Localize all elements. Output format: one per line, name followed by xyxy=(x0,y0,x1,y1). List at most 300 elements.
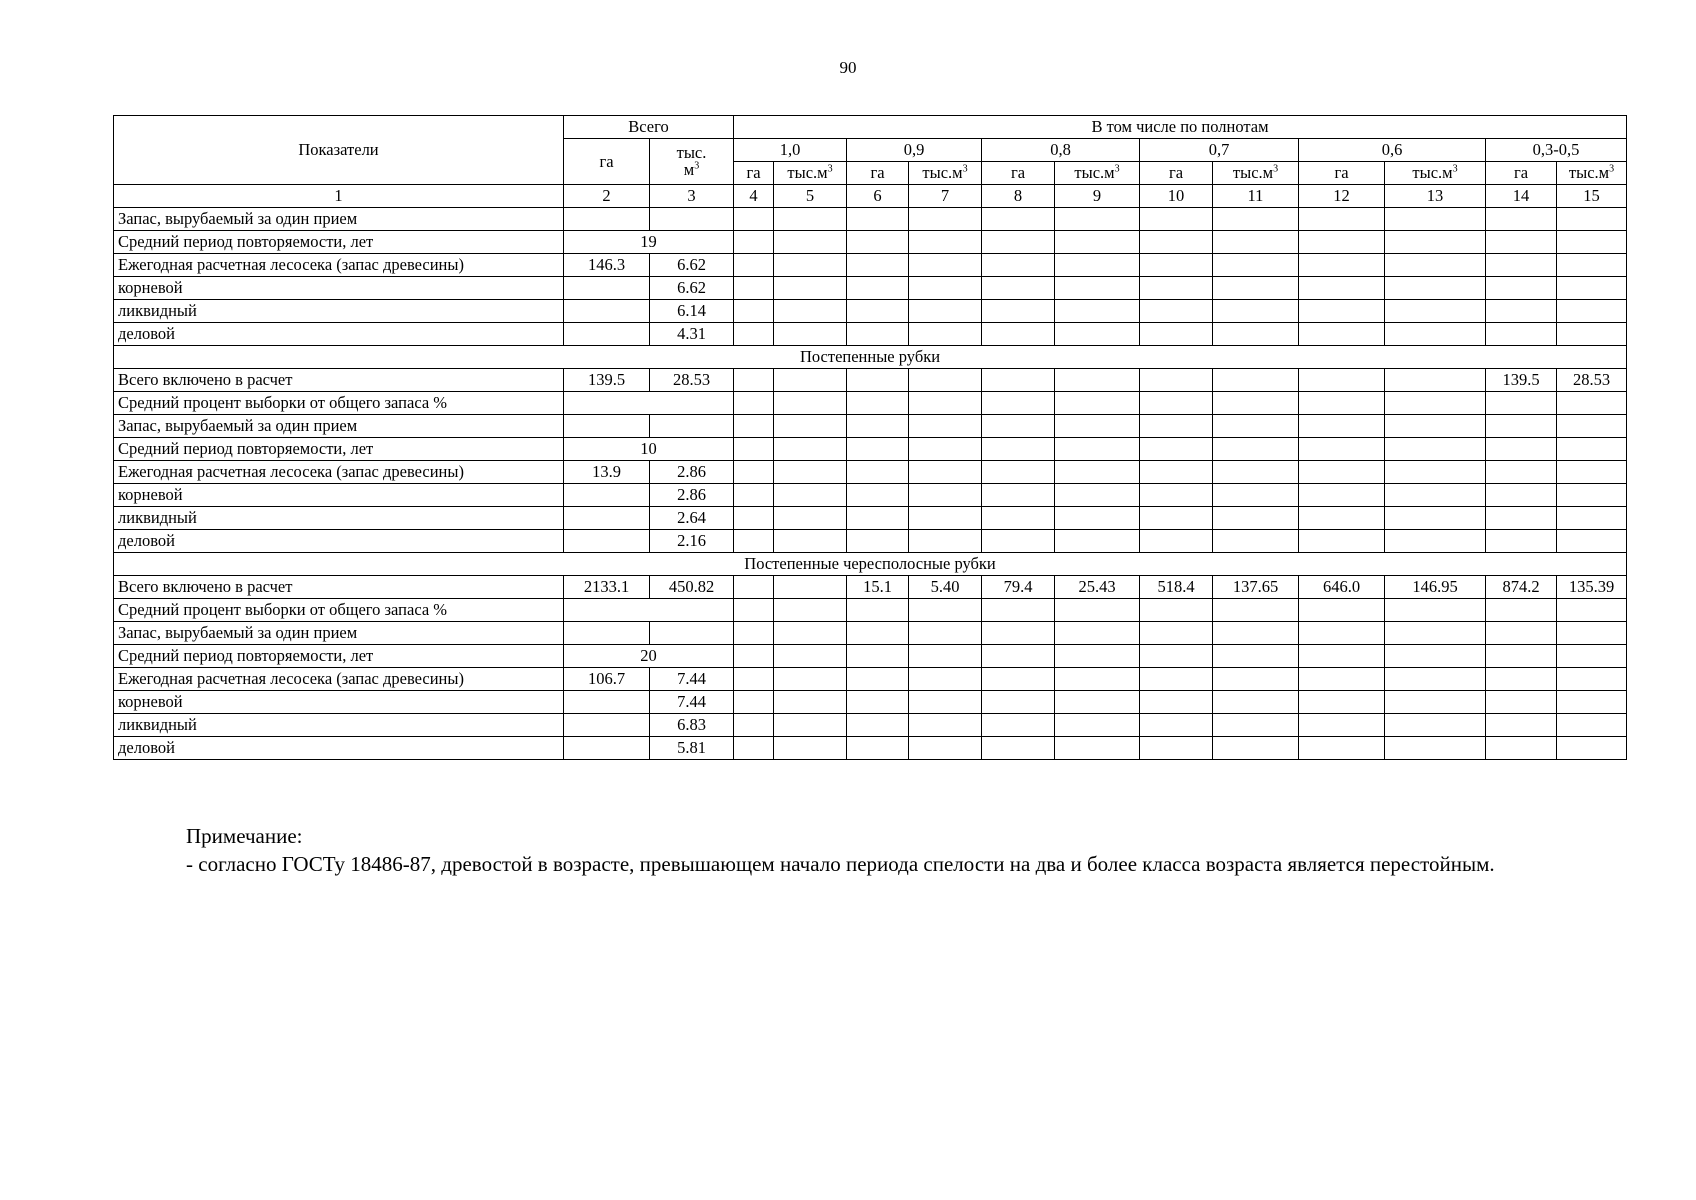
cell-total-ha xyxy=(564,530,650,553)
cell-total-volume: 2.16 xyxy=(650,530,734,553)
cell-col-7 xyxy=(909,484,982,507)
cell-col-11 xyxy=(1213,369,1299,392)
cell-col-8 xyxy=(982,438,1055,461)
column-numbers-row xyxy=(114,185,1627,208)
cell-col-13 xyxy=(1385,231,1486,254)
cell-col-4 xyxy=(734,254,774,277)
cell-col-7 xyxy=(909,599,982,622)
cell-col-11 xyxy=(1213,622,1299,645)
column-number: 6 xyxy=(847,185,909,208)
row-label: Средний период повторяемости, лет xyxy=(114,231,564,254)
row-label: деловой xyxy=(114,530,564,553)
cell-col-6 xyxy=(847,507,909,530)
cell-col-14 xyxy=(1486,737,1557,760)
column-number: 7 xyxy=(909,185,982,208)
cell-col-12 xyxy=(1299,208,1385,231)
cell-col-13 xyxy=(1385,461,1486,484)
header-density-6: 0,3-0,5 xyxy=(1486,139,1627,162)
unit-ha-cell: га xyxy=(1486,162,1557,185)
cell-col-15 xyxy=(1557,231,1627,254)
cell-col-10 xyxy=(1140,622,1213,645)
table-row xyxy=(114,231,1627,254)
column-number: 11 xyxy=(1213,185,1299,208)
cell-col-5 xyxy=(774,645,847,668)
cell-col-14 xyxy=(1486,530,1557,553)
column-number: 4 xyxy=(734,185,774,208)
cell-col-6 xyxy=(847,737,909,760)
cell-col-12 xyxy=(1299,645,1385,668)
cell-col-13 xyxy=(1385,415,1486,438)
cell-col-14 xyxy=(1486,438,1557,461)
cell-col-5 xyxy=(774,691,847,714)
cell-col-14 xyxy=(1486,300,1557,323)
cell-col-8 xyxy=(982,300,1055,323)
cell-col-8 xyxy=(982,599,1055,622)
cell-col-12 xyxy=(1299,622,1385,645)
cell-col-5 xyxy=(774,277,847,300)
cell-col-10 xyxy=(1140,254,1213,277)
cell-col-15 xyxy=(1557,530,1627,553)
column-number: 3 xyxy=(650,185,734,208)
cell-col-6 xyxy=(847,691,909,714)
cell-col-15 xyxy=(1557,254,1627,277)
cell-col-13 xyxy=(1385,484,1486,507)
cell-col-7 xyxy=(909,737,982,760)
cell-col-14: 139.5 xyxy=(1486,369,1557,392)
cell-col-12 xyxy=(1299,507,1385,530)
cell-col-9 xyxy=(1055,231,1140,254)
cell-col-13 xyxy=(1385,507,1486,530)
cell-col-11 xyxy=(1213,737,1299,760)
header-density-4: 0,7 xyxy=(1140,139,1299,162)
table-row xyxy=(114,323,1627,346)
cell-col-4 xyxy=(734,231,774,254)
cell-col-13 xyxy=(1385,254,1486,277)
cell-col-13 xyxy=(1385,645,1486,668)
cell-col-10 xyxy=(1140,277,1213,300)
cell-total-ha xyxy=(564,691,650,714)
period-value: 10 xyxy=(564,438,734,461)
unit-ha-cell: га xyxy=(1140,162,1213,185)
cell-col-9 xyxy=(1055,300,1140,323)
unit-thous-m3-cell: $тыс.м^3$ xyxy=(1385,162,1486,185)
cell-col-8 xyxy=(982,415,1055,438)
cell-total-ha: 146.3 xyxy=(564,254,650,277)
cell-col-8 xyxy=(982,277,1055,300)
cell-col-4 xyxy=(734,576,774,599)
cell-col-7 xyxy=(909,300,982,323)
cell-col-13 xyxy=(1385,369,1486,392)
total-merged-cell xyxy=(564,392,734,415)
cell-col-7: 5.40 xyxy=(909,576,982,599)
cell-col-5 xyxy=(774,461,847,484)
cell-col-12 xyxy=(1299,484,1385,507)
cell-col-11 xyxy=(1213,714,1299,737)
column-number: 2 xyxy=(564,185,650,208)
unit-ha-cell: га xyxy=(1299,162,1385,185)
cell-col-12 xyxy=(1299,530,1385,553)
cell-col-5 xyxy=(774,323,847,346)
cell-col-13 xyxy=(1385,438,1486,461)
cell-col-5 xyxy=(774,484,847,507)
header-density-5: 0,6 xyxy=(1299,139,1486,162)
cell-col-6 xyxy=(847,300,909,323)
cell-total-ha xyxy=(564,622,650,645)
cell-col-11 xyxy=(1213,231,1299,254)
cell-col-5 xyxy=(774,507,847,530)
cell-col-11 xyxy=(1213,691,1299,714)
cell-col-14 xyxy=(1486,415,1557,438)
page-number: 90 xyxy=(839,58,857,77)
cell-col-5 xyxy=(774,438,847,461)
column-number: 1 xyxy=(114,185,564,208)
cell-col-11 xyxy=(1213,599,1299,622)
cell-col-15 xyxy=(1557,461,1627,484)
cell-col-6 xyxy=(847,484,909,507)
cell-col-4 xyxy=(734,438,774,461)
cell-col-8 xyxy=(982,530,1055,553)
cell-col-8 xyxy=(982,231,1055,254)
cell-col-8 xyxy=(982,622,1055,645)
cell-col-12 xyxy=(1299,369,1385,392)
cell-col-8: 79.4 xyxy=(982,576,1055,599)
cell-col-10 xyxy=(1140,691,1213,714)
cell-col-9 xyxy=(1055,277,1140,300)
cell-col-15 xyxy=(1557,645,1627,668)
cell-col-4 xyxy=(734,691,774,714)
cell-col-9 xyxy=(1055,599,1140,622)
cell-col-8 xyxy=(982,484,1055,507)
cell-col-4 xyxy=(734,300,774,323)
cell-col-11 xyxy=(1213,415,1299,438)
table-row xyxy=(114,599,1627,622)
cell-col-6 xyxy=(847,622,909,645)
cell-col-9 xyxy=(1055,645,1140,668)
header-total-thous-m3: тыс. $м^3$ xyxy=(650,139,734,185)
cell-col-12 xyxy=(1299,461,1385,484)
cell-total-volume xyxy=(650,622,734,645)
header-indicators: Показатели xyxy=(114,116,564,185)
row-label: Ежегодная расчетная лесосека (запас древесины) xyxy=(114,668,564,691)
row-label: ликвидный xyxy=(114,300,564,323)
cell-col-13 xyxy=(1385,668,1486,691)
cell-col-12 xyxy=(1299,691,1385,714)
cell-col-12 xyxy=(1299,300,1385,323)
cell-col-9 xyxy=(1055,668,1140,691)
row-label: деловой xyxy=(114,737,564,760)
column-number: 9 xyxy=(1055,185,1140,208)
cell-total-volume: 5.81 xyxy=(650,737,734,760)
cell-col-5 xyxy=(774,622,847,645)
cell-col-12 xyxy=(1299,231,1385,254)
row-label: Средний период повторяемости, лет xyxy=(114,645,564,668)
cell-col-7 xyxy=(909,530,982,553)
cell-col-11 xyxy=(1213,300,1299,323)
row-label: Средний процент выборки от общего запаса % xyxy=(114,599,564,622)
cell-col-14 xyxy=(1486,277,1557,300)
cell-col-5 xyxy=(774,415,847,438)
cell-total-ha xyxy=(564,323,650,346)
cell-col-7 xyxy=(909,277,982,300)
cell-total-ha xyxy=(564,737,650,760)
cell-total-ha: 2133.1 xyxy=(564,576,650,599)
column-number: 10 xyxy=(1140,185,1213,208)
cell-total-ha: 13.9 xyxy=(564,461,650,484)
column-number: 13 xyxy=(1385,185,1486,208)
cell-col-14: 874.2 xyxy=(1486,576,1557,599)
cell-col-7 xyxy=(909,507,982,530)
cell-col-14 xyxy=(1486,599,1557,622)
header-density-3: 0,8 xyxy=(982,139,1140,162)
unit-ha-cell: га xyxy=(734,162,774,185)
cell-col-10 xyxy=(1140,530,1213,553)
cell-col-11: 137.65 xyxy=(1213,576,1299,599)
cell-total-volume: 6.62 xyxy=(650,277,734,300)
cell-col-10 xyxy=(1140,461,1213,484)
cell-col-10 xyxy=(1140,645,1213,668)
cell-col-5 xyxy=(774,714,847,737)
row-label: Ежегодная расчетная лесосека (запас древесины) xyxy=(114,254,564,277)
cell-col-11 xyxy=(1213,668,1299,691)
table-row xyxy=(114,254,1627,277)
cell-col-9 xyxy=(1055,484,1140,507)
cell-col-4 xyxy=(734,277,774,300)
cell-col-10 xyxy=(1140,369,1213,392)
cell-col-7 xyxy=(909,645,982,668)
cell-col-6 xyxy=(847,599,909,622)
row-label: Запас, вырубаемый за один прием xyxy=(114,415,564,438)
cell-col-12 xyxy=(1299,277,1385,300)
cell-col-8 xyxy=(982,691,1055,714)
table-row xyxy=(114,530,1627,553)
cell-col-14 xyxy=(1486,622,1557,645)
cell-total-volume: 6.83 xyxy=(650,714,734,737)
header-total-ha: га xyxy=(564,139,650,185)
cell-col-15 xyxy=(1557,300,1627,323)
cell-col-13: 146.95 xyxy=(1385,576,1486,599)
cell-col-15: 135.39 xyxy=(1557,576,1627,599)
row-label: Всего включено в расчет xyxy=(114,369,564,392)
cell-col-4 xyxy=(734,369,774,392)
cell-col-15 xyxy=(1557,737,1627,760)
cell-col-15 xyxy=(1557,507,1627,530)
cell-col-5 xyxy=(774,369,847,392)
cell-col-6 xyxy=(847,277,909,300)
table-row xyxy=(114,300,1627,323)
cell-col-4 xyxy=(734,415,774,438)
cell-total-ha: 139.5 xyxy=(564,369,650,392)
section-row xyxy=(114,346,1627,369)
cell-col-4 xyxy=(734,668,774,691)
cell-col-9 xyxy=(1055,323,1140,346)
cell-col-14 xyxy=(1486,645,1557,668)
unit-thous-m3-cell: $тыс.м^3$ xyxy=(1055,162,1140,185)
section-title: Постепенные чересполосные рубки xyxy=(114,553,1627,576)
cell-col-6 xyxy=(847,208,909,231)
cell-col-14 xyxy=(1486,691,1557,714)
column-number: 12 xyxy=(1299,185,1385,208)
cell-col-10 xyxy=(1140,668,1213,691)
row-label: корневой xyxy=(114,691,564,714)
cell-col-14 xyxy=(1486,231,1557,254)
cell-col-6 xyxy=(847,530,909,553)
cell-col-11 xyxy=(1213,461,1299,484)
cell-total-volume: 6.62 xyxy=(650,254,734,277)
cell-col-4 xyxy=(734,392,774,415)
table-row xyxy=(114,576,1627,599)
cell-col-8 xyxy=(982,369,1055,392)
cell-col-6 xyxy=(847,254,909,277)
cell-col-10 xyxy=(1140,438,1213,461)
cell-total-volume xyxy=(650,208,734,231)
cell-col-9 xyxy=(1055,691,1140,714)
cell-col-9 xyxy=(1055,208,1140,231)
cell-total-volume: 4.31 xyxy=(650,323,734,346)
cell-col-4 xyxy=(734,484,774,507)
cell-col-12 xyxy=(1299,737,1385,760)
cell-col-14 xyxy=(1486,254,1557,277)
cell-total-volume: 450.82 xyxy=(650,576,734,599)
cell-col-12 xyxy=(1299,438,1385,461)
cell-col-13 xyxy=(1385,300,1486,323)
cell-col-15 xyxy=(1557,392,1627,415)
cell-col-14 xyxy=(1486,668,1557,691)
cell-col-6 xyxy=(847,323,909,346)
cell-col-4 xyxy=(734,645,774,668)
cell-col-10 xyxy=(1140,599,1213,622)
cell-total-ha xyxy=(564,714,650,737)
row-label: корневой xyxy=(114,484,564,507)
cell-col-5 xyxy=(774,599,847,622)
cell-col-13 xyxy=(1385,622,1486,645)
column-number: 8 xyxy=(982,185,1055,208)
cell-col-4 xyxy=(734,461,774,484)
header-by-density: В том числе по полнотам xyxy=(734,116,1627,139)
cell-col-10 xyxy=(1140,415,1213,438)
cell-col-11 xyxy=(1213,645,1299,668)
cell-col-15 xyxy=(1557,599,1627,622)
cell-col-7 xyxy=(909,691,982,714)
cell-col-15 xyxy=(1557,622,1627,645)
cell-col-5 xyxy=(774,530,847,553)
row-label: корневой xyxy=(114,277,564,300)
cell-col-6 xyxy=(847,415,909,438)
cell-col-14 xyxy=(1486,714,1557,737)
cell-col-8 xyxy=(982,645,1055,668)
cell-col-4 xyxy=(734,323,774,346)
table-row xyxy=(114,714,1627,737)
cell-col-13 xyxy=(1385,691,1486,714)
row-label: Средний период повторяемости, лет xyxy=(114,438,564,461)
table-row xyxy=(114,208,1627,231)
table-row xyxy=(114,277,1627,300)
cell-total-volume: 2.64 xyxy=(650,507,734,530)
cell-col-9 xyxy=(1055,737,1140,760)
cell-total-ha xyxy=(564,484,650,507)
cell-col-5 xyxy=(774,254,847,277)
cell-col-9: 25.43 xyxy=(1055,576,1140,599)
cell-total-volume: 7.44 xyxy=(650,691,734,714)
cell-total-volume: 2.86 xyxy=(650,461,734,484)
cell-col-15 xyxy=(1557,668,1627,691)
cell-col-10 xyxy=(1140,737,1213,760)
cell-col-14 xyxy=(1486,392,1557,415)
cell-col-10 xyxy=(1140,507,1213,530)
cell-col-8 xyxy=(982,668,1055,691)
cell-col-5 xyxy=(774,300,847,323)
cell-col-15 xyxy=(1557,208,1627,231)
cell-col-12 xyxy=(1299,668,1385,691)
cell-col-7 xyxy=(909,415,982,438)
cell-col-9 xyxy=(1055,530,1140,553)
cell-col-9 xyxy=(1055,369,1140,392)
cell-col-11 xyxy=(1213,530,1299,553)
cell-col-14 xyxy=(1486,208,1557,231)
cell-col-11 xyxy=(1213,438,1299,461)
cell-col-15 xyxy=(1557,323,1627,346)
cell-col-11 xyxy=(1213,208,1299,231)
section-title: Постепенные рубки xyxy=(114,346,1627,369)
note-text: - согласно ГОСТу 18486-87, древостой в возрасте, превышающем начало периода спелости на два и более класса возраста является перестойным. xyxy=(186,852,1495,876)
table-row xyxy=(114,507,1627,530)
cell-col-10 xyxy=(1140,208,1213,231)
cell-total-volume: 28.53 xyxy=(650,369,734,392)
cell-col-11 xyxy=(1213,323,1299,346)
table-row xyxy=(114,369,1627,392)
cell-col-5 xyxy=(774,231,847,254)
cell-col-4 xyxy=(734,507,774,530)
row-label: ликвидный xyxy=(114,714,564,737)
cell-col-13 xyxy=(1385,737,1486,760)
row-label: Запас, вырубаемый за один прием xyxy=(114,208,564,231)
cell-col-6 xyxy=(847,369,909,392)
table-row xyxy=(114,737,1627,760)
cell-col-12 xyxy=(1299,599,1385,622)
row-label: Ежегодная расчетная лесосека (запас древесины) xyxy=(114,461,564,484)
header-density-2: 0,9 xyxy=(847,139,982,162)
cell-col-8 xyxy=(982,392,1055,415)
cell-col-13 xyxy=(1385,530,1486,553)
cell-col-8 xyxy=(982,208,1055,231)
cell-total-ha xyxy=(564,277,650,300)
unit-thous-m3-cell: $тыс.м^3$ xyxy=(909,162,982,185)
cell-col-14 xyxy=(1486,484,1557,507)
table-row xyxy=(114,438,1627,461)
row-label: Всего включено в расчет xyxy=(114,576,564,599)
cell-col-10 xyxy=(1140,392,1213,415)
cell-col-9 xyxy=(1055,415,1140,438)
cell-col-9 xyxy=(1055,714,1140,737)
cell-col-15: 28.53 xyxy=(1557,369,1627,392)
cell-col-6: 15.1 xyxy=(847,576,909,599)
table-row xyxy=(114,622,1627,645)
cell-col-9 xyxy=(1055,622,1140,645)
cell-col-6 xyxy=(847,461,909,484)
cell-col-5 xyxy=(774,668,847,691)
cell-col-5 xyxy=(774,392,847,415)
row-label: деловой xyxy=(114,323,564,346)
cell-col-4 xyxy=(734,714,774,737)
cell-col-8 xyxy=(982,323,1055,346)
cell-col-11 xyxy=(1213,254,1299,277)
forest-cutting-table xyxy=(113,115,1627,760)
cell-col-7 xyxy=(909,369,982,392)
cell-col-15 xyxy=(1557,691,1627,714)
cell-col-13 xyxy=(1385,208,1486,231)
cell-col-10 xyxy=(1140,714,1213,737)
cell-col-9 xyxy=(1055,392,1140,415)
cell-col-15 xyxy=(1557,714,1627,737)
